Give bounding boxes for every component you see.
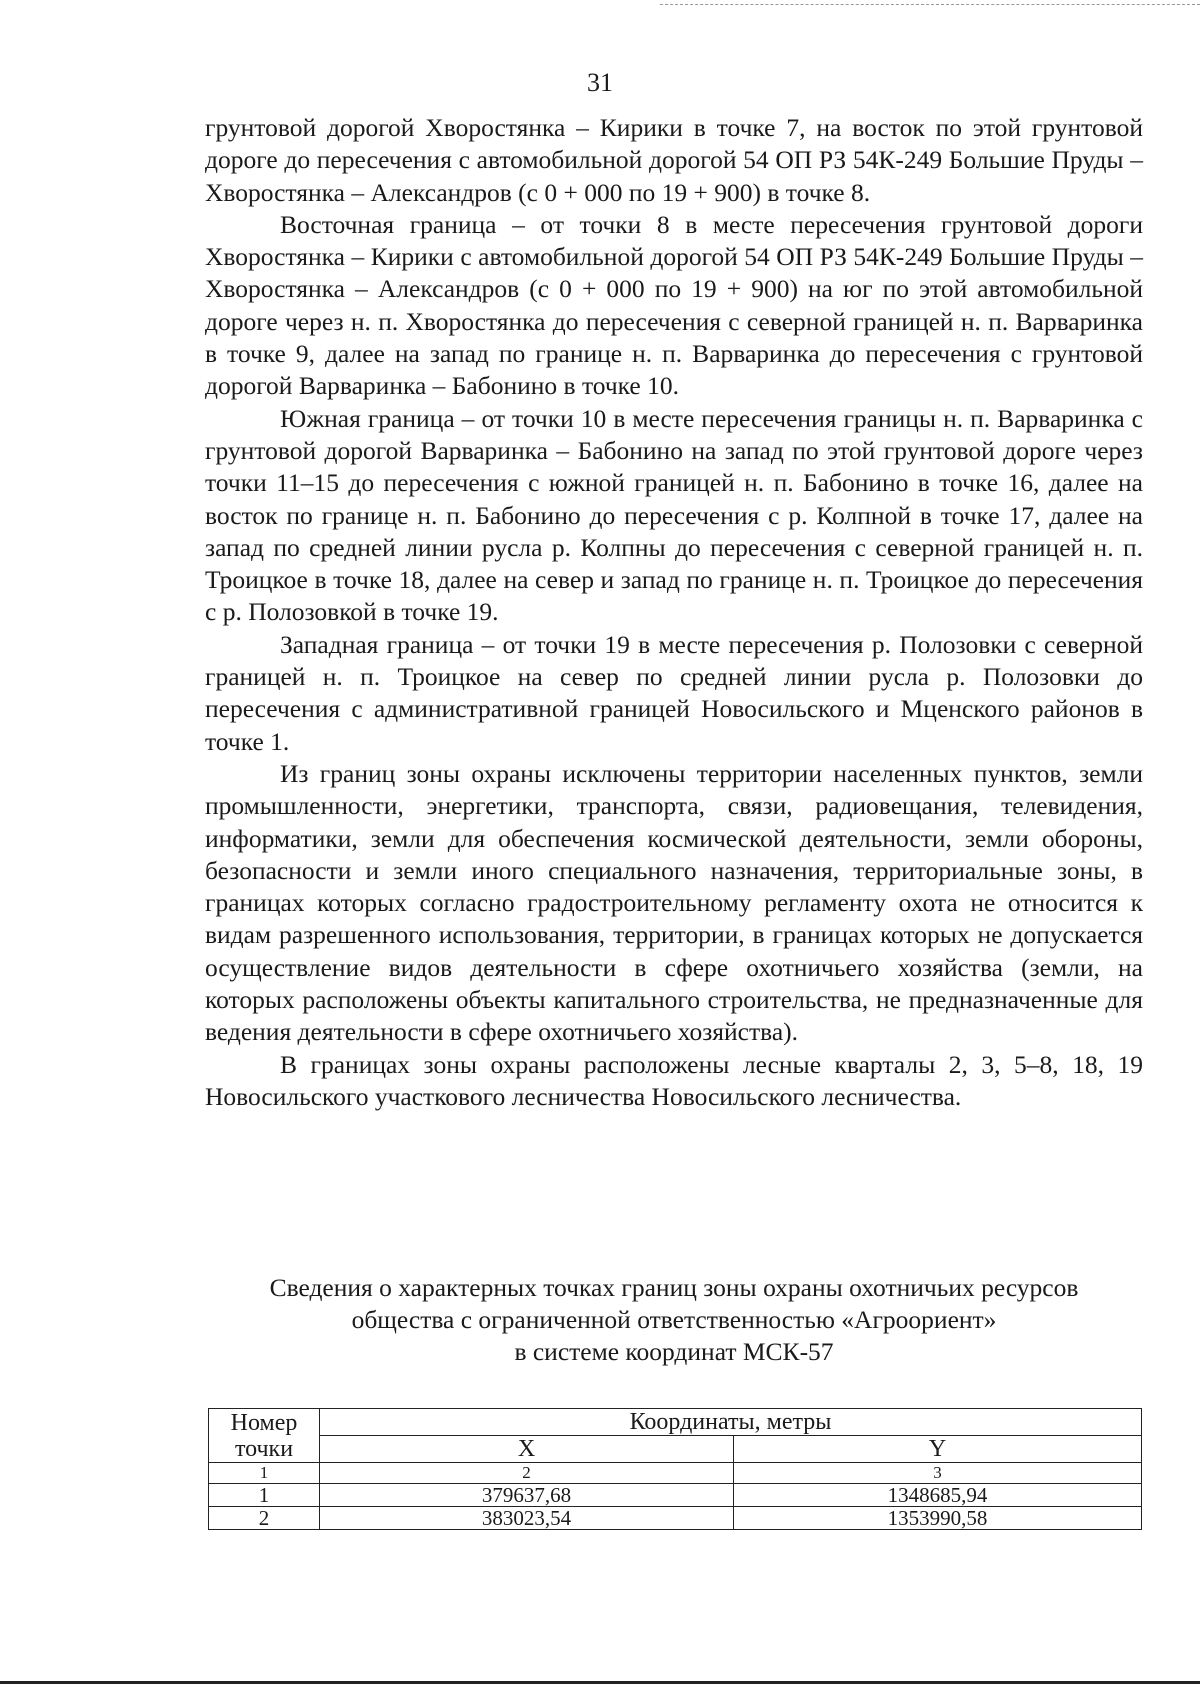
table-title xyxy=(205,1272,1143,1368)
cell-point: 2 xyxy=(209,1507,320,1530)
header-point-number xyxy=(209,1409,320,1463)
header-point-label: точки xyxy=(234,1435,294,1462)
table-title-line: в системе координат МСК-57 xyxy=(514,1337,834,1366)
scan-artifact-bottom-line xyxy=(0,1681,1200,1684)
header-point-label: Номер xyxy=(230,1409,298,1436)
paragraph-southern-border: Южная граница – от точки 10 в месте пересечения границы н. п. Варваринка с грунтовой дорогой Варваринка – Бабонино на запад по этой грунтовой дороге через точки 11–15 до пересечения с южной границей н. п. Бабонино в точке 16, далее на восток по границе н. п. Бабонино до пересечения с р. Колпной в точке 17, далее на запад по средней линии русла р. Колпны до пересечения с северной границей н. п. Троицкое в точке 18, далее на север и запад по границе н. п. Троицкое до пересечения с р. Полозовкой в точке 19. xyxy=(205,403,1143,627)
header-coordinates: Координаты, метры xyxy=(320,1409,1142,1436)
table-title-line: Сведения о характерных точках границ зоны охраны охотничьих ресурсов xyxy=(269,1273,1079,1302)
paragraph-eastern-border: Восточная граница – от точки 8 в месте пересечения грунтовой дороги Хворостянка – Кирики с автомобильной дорогой 54 ОП РЗ 54К-249 Большие Пруды – Хворостянка – Александров (с 0 + 000 по 19 + 900) на юг по этой автомобильной дороге через н. п. Хворостянка до пересечения с северной границей н. п. Варваринка в точке 9, далее на запад по границе н. п. Варваринка до пересечения с грунтовой дорогой Варваринка – Бабонино в точке 10. xyxy=(205,209,1143,401)
table-row xyxy=(209,1484,1142,1507)
table-column-numbers-row xyxy=(209,1463,1142,1484)
header-x: X xyxy=(320,1436,734,1463)
paragraph-exclusions: Из границ зоны охраны исключены территории населенных пунктов, земли промышленности, энергетики, транспорта, связи, радиовещания, телевидения, информатики, земли для обеспечения космической деятельности, земли обороны, безопасности и земли иного специального назначения, территориальные зоны, в границах которых согласно градостроительному регламенту охота не относится к видам разрешенного использования, территории, в границах которых не допускается осуществление видов деятельности в сфере охотничьего хозяйства (земли, на которых расположены объекты капитального строительства, не предназначенные для ведения деятельности в сфере охотничьего хозяйства). xyxy=(205,758,1143,1047)
cell-y: 1348685,94 xyxy=(734,1484,1142,1507)
column-number: 3 xyxy=(734,1463,1142,1484)
document-body xyxy=(205,112,1143,1113)
page-number: 31 xyxy=(587,68,613,97)
paragraph-continuation: грунтовой дорогой Хворостянка – Кирики в точке 7, на восток по этой грунтовой дороге до пересечения с автомобильной дорогой 54 ОП РЗ 54К-249 Большие Пруды – Хворостянка – Александров (с 0 + 000 по 19 + 900) в точке 8. xyxy=(205,113,1143,207)
cell-y: 1353990,58 xyxy=(734,1507,1142,1530)
coordinates-table xyxy=(208,1408,1142,1530)
column-number: 2 xyxy=(320,1463,734,1484)
cell-x: 379637,68 xyxy=(320,1484,734,1507)
column-number: 1 xyxy=(209,1463,320,1484)
paragraph-forest-quarters: В границах зоны охраны расположены лесные кварталы 2, 3, 5–8, 18, 19 Новосильского участкового лесничества Новосильского лесничества. xyxy=(205,1049,1143,1111)
cell-x: 383023,54 xyxy=(320,1507,734,1530)
table-title-line: общества с ограниченной ответственностью «Агроориент» xyxy=(351,1305,997,1334)
table-header-row xyxy=(209,1409,1142,1436)
cell-point: 1 xyxy=(209,1484,320,1507)
table-header-row xyxy=(209,1436,1142,1463)
table-row xyxy=(209,1507,1142,1530)
scan-artifact-top xyxy=(660,4,1200,6)
header-y: Y xyxy=(734,1436,1142,1463)
paragraph-western-border: Западная граница – от точки 19 в месте пересечения р. Полозовки с северной границей н. п. Троицкое на север по средней линии русла р. Полозовки до пересечения с административной границей Новосильского и Мценского районов в точке 1. xyxy=(205,629,1143,756)
